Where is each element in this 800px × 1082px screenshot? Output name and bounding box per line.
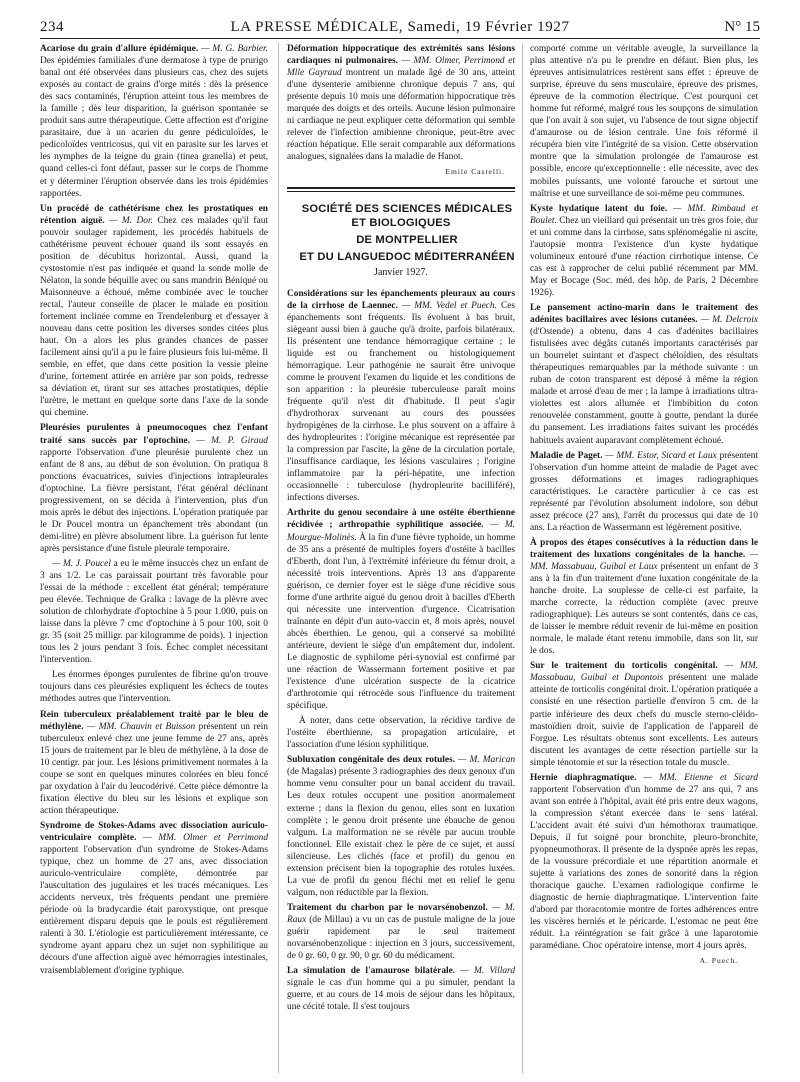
article-body: présentent l'observation d'un homme atteint de maladie de Paget avec grosses déformations et images radiographiques caractéristiques. Le caractère particulier à ce cas est représenté par l'évolution absolument indolore, son début assez précoce (27 ans), l'arrêt du processus qui date de 10 ans. La réaction de Wassermann est légèrement positive. bbox=[530, 450, 759, 533]
article-body: (de Magalas) présente 3 radiographies des deux genoux d'un homme venu consulter pour un banal accident du travail. Les deux rotules occupent une position anormalement externe ; dans la flexion du genou, elles sont en luxation complète ; le genou droit présente une ébauche de genou valgum. La malformation ne se révèle par aucun trouble fonctionnel. Elle existait chez le père de ce sujet, et aussi silencieuse. Les clichés (face et profil) du genou en extension précisent bien la topographie des rotules luxées. La vue de profil du genou fléchi met en relief le genu valgum, non réductible par la flexion. bbox=[287, 767, 515, 898]
article bbox=[530, 302, 758, 447]
article-body: présentent un rein tuberculeux enlevé chez une jeune femme de 27 ans, après 15 jours de traitement par le bleu de méthylène, à la dose de 10 centigr. par jour. Les lésions primitivement normales à la coupe se sont en quelques minutes colorées en bleu foncé par oxydation à l'air du leucodérivé. Cette pièce démontre la fixation élective du bleu sur les lésions et explique son action thérapeutique. bbox=[40, 721, 268, 816]
article-author: — M. Delcroix bbox=[700, 315, 758, 326]
article-continuation bbox=[530, 43, 758, 200]
column-divider bbox=[522, 43, 523, 1073]
article-body: rapportent l'observation d'un homme de 27 ans qui, 7 ans avant son entrée à l'hôpital, avait été pris entre deux wagons, la compression s'étant exercée dans le sens latéral. L'accident avait été suivi d'un hémothorax traumatique. Depuis, il fut soigné pour bronchite, pleuro-bronchite, pyopneumothorax. Il présente de la dyspnée après les repas, de la voussure précordiale et une répartition anormale et sujette à variations des zones de sonorité dans la région thoracique gauche. L'examen radiologique confirme le diagnostic de hernie diaphragmatique. L'intervention faite d'abord par thoracotomie montre de fortes adhérences entre les viscères herniés et le péricarde. L'estomac ne peut être réduit. La réintégration se fait grâce à une laparotomie paramédiane. Choc opératoire intense, mort 4 jours après. bbox=[530, 784, 758, 952]
article bbox=[287, 43, 515, 163]
article-title: Le pansement actino-marin dans le traitement des adénites bacillaires avec lésions cutanées. bbox=[530, 302, 758, 326]
section-rule bbox=[287, 187, 515, 189]
article-author: — M. Raux bbox=[287, 902, 516, 925]
article-body: Ces épanchements sont fréquents. Ils évoluent à bas bruit, siègeant aussi bien à gauche qu'à droite, parfois bilatéraux. Ils présentent une tendance hémorragique certaine ; le liquide est ou franchement ou histologiquement hémorragique. Leur pathogénie ne saurait être univoque comme le prouvent l'examen du liquide et les conditions de son apparition : la pleurésie tuberculeuse paraît moins fréquente qu'il n'est dit d'habitude. Il peut s'agir d'hydrothorax survenant au cours des poussées hydropigènes de la cirrhose. Le plus souvent on a affaire à des hydropleurites : l'origine mécanique est représentée par la compression par l'ascite, la gêne de la circulation portale, l'insuffisance cardiaque, les lésions vasculaires ; l'origine inflammatoire par la péri-hépatite, une infection occasionnelle : tuberculose (hydropleurite bacilliféré), infections diverses. bbox=[287, 300, 516, 504]
article-title: Subluxation congénitale des deux rotules. bbox=[287, 755, 456, 766]
article-author: — MM. Chauvin et Buisson bbox=[86, 721, 196, 732]
session-date: Janvier 1927. bbox=[374, 266, 428, 278]
article-body: Chez un vieillard qui présentait un très gros foie, dur et uni comme dans la cirrhose, sans splénomégalie ni ascite, l'autopsie montra l'existence d'un kyste hydatique volumineux entouré d'une réaction cirrhotique intense. Ce cas est à rapprocher de celui publié récemment par MM. May et Bocage (Soc. méd. des hôp. de Paris, 2 Décembre 1926). bbox=[530, 215, 759, 298]
article-title: Déformation hippocratique des extrémités sans lésions cardiaques ni pulmonaires. bbox=[287, 44, 515, 67]
column-1 bbox=[40, 43, 268, 980]
article-title: Rein tuberculeux préalablement traité par le bleu de méthylène. bbox=[40, 709, 268, 732]
article-body: À la fin d'une fièvre typhoïde, un homme de 35 ans a présenté de multiples foyers d'ostéite à bacilles d'Eberth, dont l'un, à l'extrémité inférieure du fémur droit, a nécessité trois interventions. Après 13 ans d'apparente guérison, ce dernier foyer est le siège d'une récidive sous forme d'une arthrite aiguë du genou droit à bacilles d'Eberth qui nécessite une intervention d'urgence. Cicatrisation traînante en dépit d'un auto-vaccin et, 8 mois après, nouvel abcès éberthien. Le genou, qui a conservé sa mobilité antérieure, devient le siège d'un empâtement dur, indolent. Le diagnostic de syphilome péri-synovial est confirmé par une réaction de Wassermann fortement positive et par l'existence d'une ulcération suspecte de la cicatrice d'arthrotomie qui rétrocède sous l'influence du traitement spécifique. bbox=[287, 532, 516, 712]
society-heading: SOCIÉTÉ DES SCIENCES MÉDICALES ET BIOLOGIQUES bbox=[301, 202, 513, 229]
issue-number: N° 15 bbox=[724, 19, 760, 35]
article-title: Pleurésies purulentes à pneumocoques chez l'enfant traité sans succès par l'optochine. bbox=[40, 423, 268, 446]
article-author: — M. Dor. bbox=[109, 215, 153, 226]
article-author: — MM. Massabuau, Guibal et Dupontois bbox=[530, 661, 759, 684]
article bbox=[530, 450, 758, 534]
section-rule bbox=[287, 191, 515, 192]
article-body: Chez ces malades qu'il faut pouvoir soulager rapidement, les procédés habituels de cathétérisme peuvent échouer quand ils sont essayés en position de décubitus horizontal. Aussi, quand la cystostomie n'est pas indiquée et quand la sonde molle de Nélaton, la sonde béquille avec ou sans mandrin Béniqué ou Maisonneuve a échoué, même combinée avec le toucher rectal, l'auteur conseille de placer le malade en position fortement inclinée comme en Trendelenburg et d'essayer à nouveau dans cette position les diverses sondes citées plus haut. On a alors les plus grandes chances de passer facilement ainsi qu'il a pu le faire plusieurs fois lui-même. Il semble, en effet, que dans cette position la vessie pleine d'urine, fortement attirée en arrière par son poids, redresse sa déviation et, tirant sur ses attaches prostatiques, déplie l'urètre, le mettant en quelque sorte dans l'axe de la sonde qui chemine. bbox=[40, 215, 269, 419]
page-header bbox=[40, 18, 760, 36]
article-body: (d'Ostende) a obtenu, dans 4 cas d'adénites bacillaires fistulisées avec dégâts cutanés importants caractérisés par un bourrelet suintant et d'aspect chéloïdien, des résultats thérapeutiques remarquables par la méthode suivante : un ruban de coton transparent est déposé à même la région malade et arrosé d'eau de mer ; la lampe à irradiations ultra-violettes est alors allumée et l'imbibition du coton renouvelée constamment, goutte à goutte, pendant la durée du pansement. Les irradiations faites suivant les procédés habituels avaient auparavant complètement échoué. bbox=[530, 327, 758, 446]
article-author: — M. G. Barbier. bbox=[201, 44, 268, 54]
article bbox=[287, 902, 515, 962]
article-author: — MM. Olmer et Perrimond bbox=[143, 833, 269, 843]
article-body: présentent un enfant de 3 ans à la fin d'un traitement d'une luxation congénitale de la hanche droite. La souplesse de celle-ci est parfaite, la marche correcte, la réduction complète (avec preuve radiographique). Les auteurs se sont contentés, dans ce cas, de laisser le membre réduit revenir de lui-même en position normale, le malade étant retenu immobile, dans son lit, sur le dos. bbox=[530, 561, 758, 657]
society-heading: ET DU LANGUEDOC MÉDITERRANÉEN bbox=[299, 250, 515, 263]
article-body: signale le cas d'un homme qui a pu simuler, pendant la guerre, et au cours de 14 mois de séjour dans les hôpitaux, une cécité totale. Il s'est toujours bbox=[287, 978, 515, 1013]
article-paragraph bbox=[40, 558, 268, 666]
column-3 bbox=[530, 43, 758, 971]
article bbox=[40, 422, 268, 555]
article bbox=[40, 820, 268, 977]
article-title: La simulation de l'amaurose bilatérale. bbox=[287, 966, 456, 977]
article-title: À propos des étapes consécutives à la réduction dans le traitement des luxations congénitales de la hanche. bbox=[530, 537, 758, 560]
article-author: — MM. Massabuau, Guibal et Laux bbox=[530, 549, 758, 572]
article-title: Sur le traitement du torticolis congénital. bbox=[530, 661, 718, 672]
article bbox=[287, 288, 515, 505]
article bbox=[530, 203, 758, 299]
header-rule bbox=[40, 38, 760, 39]
article-title: Kyste hydatique latent du foie. bbox=[530, 203, 668, 214]
article-author: — MM. Vedel et Puech. bbox=[401, 300, 497, 311]
article-paragraph bbox=[287, 715, 515, 751]
article bbox=[40, 709, 268, 817]
article-body: (de Millau) a vu un cas de pustule maligne de la joue guérir rapidement par le seul traitement novarsénobenzolique : injection en 3 jours, successivement, de 0 gr. 60, 0 gr. 90, 0 gr. 60 du médicament. bbox=[287, 914, 516, 962]
article-title: Considérations sur les épanchements pleuraux au cours de la cirrhose de Laennec. bbox=[287, 288, 515, 311]
article bbox=[40, 203, 268, 420]
page-number: 234 bbox=[40, 19, 64, 35]
article-body: comporté comme un véritable aveugle, la surveillance la plus attentive n'a pu le prendre en défaut. Bien plus, les épreuves antisimulatrices restèrent sans effet : épreuve de surprise, épreuve du sens musculaire, épreuve des prismes, épreuve de la commotion électrique. C'est pourquoi cet homme fut réformé, malgré tous les soupçons de simulation que l'on avait à son sujet, vu l'absence de tout signe objectif d'amaurose ou de lésion centrale. Une fois réformé il récupéra bien vite l'intégrité de sa vision. Cette observation montre que la simulation prolongée de l'amaurose est possible, encore qu'exceptionnelle : elle nécessite, avec des mobiles puissants, une volonté farouche et surtout une maîtrise et une surveillance de soi-même peu communes. bbox=[530, 44, 758, 199]
article-author: — MM. Etienne et Sicard bbox=[643, 772, 758, 783]
article-title: Un procédé de cathétérisme chez les prostatiques en rétention aiguë. bbox=[40, 203, 268, 226]
article-author: — MM. Olmer, Perrimond et Mlle Gayraud bbox=[287, 56, 515, 79]
article-body: a eu le même insuccès chez un enfant de 3 ans 1/2. Le cas paraissait pourtant très favorable pour l'essai de la méthode : excellent état général; température peu élevée. Technique de Gralka : lavage de la plèvre avec solution de chlorhydrate d'optochine à 5 pour 1.000, puis on laisse dans la plèvre 7 cmc d'optochine à 5 pour 100, soit 0 gr. 35 (soit 25 milligr. par kilogramme de poids). 1 injection tous les 2 jours pendant 3 fois. Échec complet nécessitant l'intervention. bbox=[40, 558, 269, 666]
article-author: — M. Villard bbox=[460, 966, 516, 977]
article-title: Traitement du charbon par le novarsénobenzol. bbox=[287, 902, 488, 913]
society-heading: DE MONTPELLIER bbox=[356, 233, 458, 246]
column-2 bbox=[287, 43, 515, 1016]
article-paragraph bbox=[40, 669, 268, 705]
article-title: Maladie de Paget. bbox=[530, 450, 603, 461]
article bbox=[530, 772, 758, 953]
article-author: — M. J. Poucel bbox=[52, 558, 111, 569]
article-body: Des épidémies familiales d'une dermatose à type de prurigo banal ont été observées dans plusieurs cas, chez des sujets exposés au contact de grains d'orge mités : dès la présence des sacs contaminés, l'éruption atteint tous les membres de la famille ; dès leur disparition, la guérison spontanée se produit sans autre thérapeutique. Cette affection est d'origine parasitaire, due à un acarien du genre pédiculoïdes, le pedicoloïdes ventricosus, qui vit en parasite sur les larves et les nymphes de la teigne du grain (tinea granella) et peut, quand celles-ci font défaut, passer sur le corps de l'homme et y déterminer l'éruption observée dans les trois épidémies rapportées. bbox=[40, 56, 269, 199]
article-title: Hernie diaphragmatique. bbox=[530, 772, 637, 783]
column-divider bbox=[278, 43, 279, 1073]
article-author: — M. P. Giraud bbox=[196, 435, 268, 446]
article-author: — M. Mourgue-Molinès. bbox=[287, 520, 515, 543]
article bbox=[287, 965, 515, 1013]
article bbox=[287, 507, 515, 712]
article-body: présentent une malade atteinte de torticolis congénital droit. L'opération pratiquée a consisté en une résection partielle d'environ 5 cm. de la partie inférieure des deux chefs du muscle sterno-cléido-mastoïdien droit, suivie de l'application de l'appareil de Forgue. Les résultats obtenus sont excellents. Les auteurs discutent les avantages de cette résection partielle sur la simple ténotomie et sur la résection totale du muscle. bbox=[530, 673, 758, 768]
article-author: — MM. Estor, Sicard et Laux bbox=[605, 450, 717, 461]
article-body: montrent un malade âgé de 30 ans, atteint d'une dysenterie amibienne chronique depuis 7 ans, qui présente depuis 10 mois une déformation hippocratique très marquée des doigts et des orteils. Aucune lésion pulmonaire ni cardiaque ne peut expliquer cette déformation qui semble relever de l'infection amibienne chronique, peut-être avec réaction hépatique. Elle serait comparable aux déformations analogues, signalées dans la maladie de Hanot. bbox=[287, 68, 515, 163]
article-title: Acariose du grain d'allure épidémique. bbox=[40, 44, 199, 54]
article bbox=[530, 660, 758, 768]
article-body: rapportent l'observation d'un syndrome de Stokes-Adams typique, chez un homme de 27 ans, avec dissociation auriculo-ventriculaire complète, démontrée par l'auscultation des jugulaires et les tracés mécaniques. Les accidents nerveux, très fréquents pendant une première période où la bradycardie était paroxystique, ont presque entièrement disparu depuis que le pouls est régulièrement ralenti à 30. L'étiologie est particulièrement intéressante, ce syndrome ayant apparu chez un sujet non syphilitique au décours d'une affection aiguë avec hémorragies intestinales, vraisemblablement d'origine typhique. bbox=[40, 845, 268, 976]
signature: Emile Castelli. bbox=[445, 167, 505, 177]
article-body: rapporte l'observation d'une pleurésie purulente chez un enfant de 8 ans, au début de son évolution. On pratiqua 8 ponctions évacuatrices, suivies d'injections intrapleurales d'optochine. La fièvre persistant, l'état général déclinant progressivement, on se décida à l'intervention, plus d'un mois après le début des injections. L'opération pratiquée par le Dr Poucel montra un épanchement très abondant (un demi-litre) en plèvre absolument libre. La guérison fut lente après persistance d'une fistule pleurale temporaire. bbox=[40, 447, 268, 554]
journal-title: LA PRESSE MÉDICALE, Samedi, 19 Février 1927 bbox=[230, 19, 570, 35]
article-author: — M. Marican bbox=[458, 755, 516, 766]
article bbox=[287, 754, 515, 899]
article-body: Les énormes éponges purulentes de fibrine qu'on trouve toujours dans ces pleurésies expliquent les échecs de toutes méthodes autres que l'intervention. bbox=[40, 670, 268, 705]
signature: A. Puech. bbox=[699, 956, 738, 966]
article-author: — MM. Rimbaud et Boulet. bbox=[530, 203, 759, 226]
article-title: Syndrome de Stokes-Adams avec dissociation auriculo-ventriculaire complète. bbox=[40, 820, 268, 843]
article-body: À noter, dans cette observation, la récidive tardive de l'ostéite éberthienne, sa propagation articulaire, et l'association d'une lésion syphilitique. bbox=[287, 716, 515, 751]
article bbox=[530, 537, 758, 657]
article-title: Arthrite du genou secondaire à une ostéite éberthienne récidivée ; arthropathie syphilitique associée. bbox=[287, 508, 515, 531]
article bbox=[40, 43, 268, 200]
